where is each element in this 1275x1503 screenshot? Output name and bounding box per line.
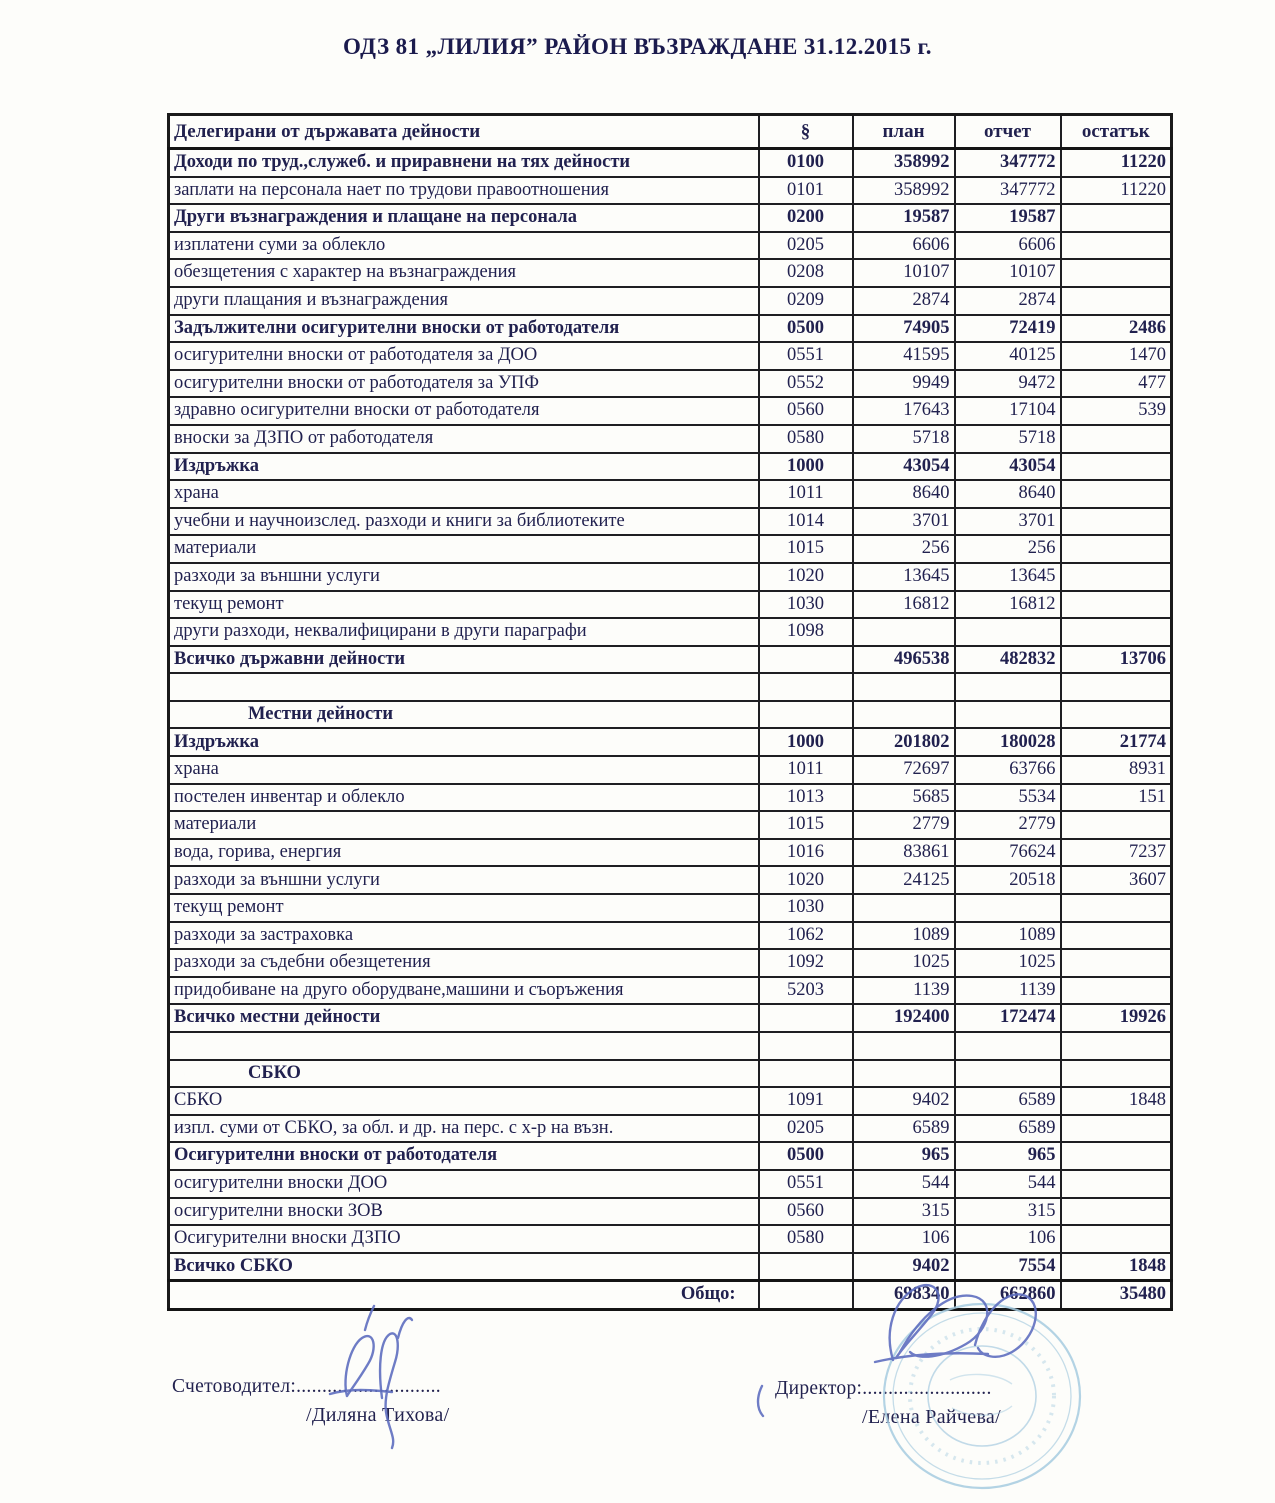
table-row: [169, 1032, 1172, 1060]
cell-ostatuk: [1061, 259, 1172, 287]
cell-par: 1000: [759, 453, 853, 481]
table-row: [169, 425, 1172, 453]
cell-ostatuk: [1061, 204, 1172, 232]
cell-label: обезщетения с характер на възнаграждения: [169, 259, 759, 287]
cell-plan: 5718: [853, 425, 955, 453]
table-row: [169, 1253, 1172, 1281]
cell-label: храна: [169, 480, 759, 508]
cell-par: 1098: [759, 618, 853, 646]
cell-otchet: 1025: [955, 949, 1061, 977]
cell-otchet: 544: [955, 1170, 1061, 1198]
cell-ostatuk: [1061, 1142, 1172, 1170]
cell-otchet: 19587: [955, 204, 1061, 232]
cell-par: 1062: [759, 922, 853, 950]
cell-ostatuk: 19926: [1061, 1004, 1172, 1032]
cell-plan: 192400: [853, 1004, 955, 1032]
table-row: [169, 949, 1172, 977]
cell-label: материали: [169, 811, 759, 839]
cell-ostatuk: [1061, 508, 1172, 536]
cell-par: 0551: [759, 342, 853, 370]
cell-par: [759, 1281, 853, 1310]
table-row: [169, 591, 1172, 619]
cell-ostatuk: [1061, 563, 1172, 591]
cell-par: 0500: [759, 315, 853, 343]
cell-plan: 2779: [853, 811, 955, 839]
cell-plan: [853, 673, 955, 701]
cell-plan: 256: [853, 535, 955, 563]
cell-plan: 496538: [853, 646, 955, 674]
cell-par: [759, 701, 853, 729]
cell-plan: 10107: [853, 259, 955, 287]
cell-label: вода, горива, енергия: [169, 839, 759, 867]
cell-ostatuk: 8931: [1061, 756, 1172, 784]
cell-ostatuk: 7237: [1061, 839, 1172, 867]
director-name: /Елена Райчева/: [862, 1406, 1001, 1428]
cell-par: 1030: [759, 894, 853, 922]
cell-plan: [853, 618, 955, 646]
cell-plan: 358992: [853, 149, 955, 177]
col-header-plan: план: [853, 115, 955, 149]
cell-label: [169, 673, 759, 701]
table-row: [169, 508, 1172, 536]
table-row: [169, 977, 1172, 1005]
cell-par: 0552: [759, 370, 853, 398]
cell-par: 1014: [759, 508, 853, 536]
table-row: [169, 177, 1172, 205]
cell-label: СБКО: [169, 1087, 759, 1115]
table-row: [169, 259, 1172, 287]
cell-par: 1030: [759, 591, 853, 619]
cell-ostatuk: [1061, 977, 1172, 1005]
cell-ostatuk: [1061, 949, 1172, 977]
cell-ostatuk: [1061, 453, 1172, 481]
cell-plan: [853, 1060, 955, 1088]
cell-par: 0551: [759, 1170, 853, 1198]
table-row: [169, 535, 1172, 563]
cell-par: 1011: [759, 756, 853, 784]
cell-plan: 13645: [853, 563, 955, 591]
cell-label: вноски за ДЗПО от работодателя: [169, 425, 759, 453]
cell-par: 1016: [759, 839, 853, 867]
table-row: [169, 1198, 1172, 1226]
document-title: ОДЗ 81 „ЛИЛИЯ” РАЙОН ВЪЗРАЖДАНЕ 31.12.2015 г.: [343, 34, 932, 59]
cell-ostatuk: [1061, 287, 1172, 315]
cell-ostatuk: [1061, 701, 1172, 729]
cell-par: [759, 646, 853, 674]
cell-ostatuk: [1061, 1198, 1172, 1226]
table-row: [169, 894, 1172, 922]
cell-label: Осигурителни вноски ДЗПО: [169, 1225, 759, 1253]
cell-plan: 106: [853, 1225, 955, 1253]
col-header-paragraph: §: [759, 115, 853, 149]
cell-label: Всичко държавни дейности: [169, 646, 759, 674]
cell-ostatuk: [1061, 811, 1172, 839]
cell-otchet: 180028: [955, 728, 1061, 756]
cell-par: 1000: [759, 728, 853, 756]
table-row: [169, 839, 1172, 867]
cell-label: учебни и научноизслед. разходи и книги за библиотеките: [169, 508, 759, 536]
cell-plan: 6606: [853, 232, 955, 260]
cell-par: [759, 1060, 853, 1088]
cell-par: [759, 1004, 853, 1032]
col-header-activities: Делегирани от държавата дейности: [169, 115, 759, 149]
table-row: [169, 756, 1172, 784]
cell-label: Местни дейности: [169, 701, 759, 729]
cell-label: осигурителни вноски от работодателя за УПФ: [169, 370, 759, 398]
cell-par: 1011: [759, 480, 853, 508]
cell-par: 0205: [759, 1115, 853, 1143]
cell-label: Общо:: [169, 1281, 759, 1310]
cell-otchet: 6606: [955, 232, 1061, 260]
cell-label: Задължителни осигурителни вноски от работодателя: [169, 315, 759, 343]
cell-label: осигурителни вноски ЗОВ: [169, 1198, 759, 1226]
cell-plan: 544: [853, 1170, 955, 1198]
cell-label: разходи за застраховка: [169, 922, 759, 950]
cell-label: текущ ремонт: [169, 894, 759, 922]
cell-par: 0101: [759, 177, 853, 205]
cell-otchet: 2874: [955, 287, 1061, 315]
cell-plan: 72697: [853, 756, 955, 784]
cell-otchet: 315: [955, 1198, 1061, 1226]
cell-plan: 16812: [853, 591, 955, 619]
cell-otchet: 63766: [955, 756, 1061, 784]
table-row: [169, 287, 1172, 315]
accountant-name: /Диляна Тихова/: [306, 1404, 450, 1426]
cell-ostatuk: [1061, 1225, 1172, 1253]
cell-label: заплати на персонала нает по трудови правоотношения: [169, 177, 759, 205]
cell-ostatuk: [1061, 232, 1172, 260]
table-row: [169, 397, 1172, 425]
cell-par: 0500: [759, 1142, 853, 1170]
cell-plan: 315: [853, 1198, 955, 1226]
cell-plan: 3701: [853, 508, 955, 536]
table-header-row: [169, 115, 1172, 149]
table-row: [169, 1225, 1172, 1253]
table-row: [169, 1115, 1172, 1143]
cell-otchet: 5534: [955, 784, 1061, 812]
cell-label: храна: [169, 756, 759, 784]
cell-plan: 201802: [853, 728, 955, 756]
cell-par: 0205: [759, 232, 853, 260]
cell-ostatuk: [1061, 618, 1172, 646]
cell-otchet: 106: [955, 1225, 1061, 1253]
cell-otchet: 76624: [955, 839, 1061, 867]
cell-par: 0209: [759, 287, 853, 315]
cell-label: осигурителни вноски ДОО: [169, 1170, 759, 1198]
cell-label: постелен инвентар и облекло: [169, 784, 759, 812]
cell-otchet: 16812: [955, 591, 1061, 619]
cell-otchet: 1089: [955, 922, 1061, 950]
cell-ostatuk: 35480: [1061, 1281, 1172, 1310]
cell-otchet: 8640: [955, 480, 1061, 508]
cell-label: Други възнаграждения и плащане на персонала: [169, 204, 759, 232]
cell-par: 5203: [759, 977, 853, 1005]
cell-ostatuk: [1061, 922, 1172, 950]
cell-ostatuk: [1061, 535, 1172, 563]
cell-par: 0580: [759, 425, 853, 453]
cell-label: други плащания и възнаграждения: [169, 287, 759, 315]
cell-ostatuk: 151: [1061, 784, 1172, 812]
cell-ostatuk: 2486: [1061, 315, 1172, 343]
cell-otchet: 40125: [955, 342, 1061, 370]
cell-ostatuk: [1061, 591, 1172, 619]
cell-otchet: [955, 701, 1061, 729]
col-header-report: отчет: [955, 115, 1061, 149]
cell-otchet: 3701: [955, 508, 1061, 536]
table-row: [169, 673, 1172, 701]
cell-par: [759, 673, 853, 701]
cell-otchet: 347772: [955, 177, 1061, 205]
cell-otchet: 965: [955, 1142, 1061, 1170]
cell-plan: 2874: [853, 287, 955, 315]
cell-otchet: [955, 1032, 1061, 1060]
table-row: [169, 1170, 1172, 1198]
table-row: [169, 453, 1172, 481]
cell-plan: 6589: [853, 1115, 955, 1143]
accountant-label: Счетоводител:............................: [172, 1376, 441, 1397]
table-row: [169, 204, 1172, 232]
cell-ostatuk: 1848: [1061, 1087, 1172, 1115]
cell-par: 1092: [759, 949, 853, 977]
table-row: [169, 563, 1172, 591]
cell-label: Доходи по труд.,служеб. и приравнени на тях дейности: [169, 149, 759, 177]
cell-par: 0560: [759, 1198, 853, 1226]
cell-otchet: 2779: [955, 811, 1061, 839]
cell-par: 1015: [759, 811, 853, 839]
cell-ostatuk: [1061, 673, 1172, 701]
cell-plan: 24125: [853, 866, 955, 894]
cell-otchet: 256: [955, 535, 1061, 563]
cell-label: разходи за съдебни обезщетения: [169, 949, 759, 977]
cell-label: разходи за външни услуги: [169, 563, 759, 591]
cell-ostatuk: [1061, 1032, 1172, 1060]
table-row: [169, 480, 1172, 508]
cell-otchet: 10107: [955, 259, 1061, 287]
table-row: [169, 232, 1172, 260]
table-row: [169, 866, 1172, 894]
cell-plan: 965: [853, 1142, 955, 1170]
cell-otchet: 347772: [955, 149, 1061, 177]
cell-label: текущ ремонт: [169, 591, 759, 619]
cell-otchet: 482832: [955, 646, 1061, 674]
cell-otchet: 5718: [955, 425, 1061, 453]
cell-label: осигурителни вноски от работодателя за ДОО: [169, 342, 759, 370]
cell-otchet: 6589: [955, 1115, 1061, 1143]
cell-plan: 17643: [853, 397, 955, 425]
table-row: [169, 149, 1172, 177]
cell-plan: 9949: [853, 370, 955, 398]
cell-otchet: 17104: [955, 397, 1061, 425]
cell-plan: [853, 701, 955, 729]
cell-par: 0100: [759, 149, 853, 177]
cell-label: [169, 1032, 759, 1060]
cell-label: други разходи, неквалифицирани в други параграфи: [169, 618, 759, 646]
cell-ostatuk: 1848: [1061, 1253, 1172, 1281]
cell-ostatuk: [1061, 480, 1172, 508]
cell-plan: 698340: [853, 1281, 955, 1310]
cell-par: [759, 1032, 853, 1060]
cell-ostatuk: 21774: [1061, 728, 1172, 756]
cell-ostatuk: 13706: [1061, 646, 1172, 674]
cell-otchet: 9472: [955, 370, 1061, 398]
cell-par: 1091: [759, 1087, 853, 1115]
table-row: [169, 784, 1172, 812]
cell-par: 0200: [759, 204, 853, 232]
cell-par: 1020: [759, 563, 853, 591]
cell-par: 0580: [759, 1225, 853, 1253]
cell-otchet: 13645: [955, 563, 1061, 591]
cell-label: изплатени суми за облекло: [169, 232, 759, 260]
table-row: [169, 922, 1172, 950]
cell-ostatuk: [1061, 425, 1172, 453]
cell-otchet: [955, 673, 1061, 701]
cell-otchet: [955, 894, 1061, 922]
cell-otchet: [955, 1060, 1061, 1088]
cell-plan: 8640: [853, 480, 955, 508]
cell-plan: 9402: [853, 1087, 955, 1115]
cell-label: придобиване на друго оборудване,машини и съоръжения: [169, 977, 759, 1005]
table-row: [169, 646, 1172, 674]
cell-ostatuk: [1061, 1060, 1172, 1088]
cell-ostatuk: 1470: [1061, 342, 1172, 370]
budget-table: [167, 113, 1173, 1311]
budget-table-body: [169, 149, 1172, 1310]
cell-par: [759, 1253, 853, 1281]
table-row: [169, 618, 1172, 646]
cell-otchet: 662860: [955, 1281, 1061, 1310]
cell-par: 0208: [759, 259, 853, 287]
cell-label: здравно осигурителни вноски от работодателя: [169, 397, 759, 425]
cell-otchet: 20518: [955, 866, 1061, 894]
cell-par: 1013: [759, 784, 853, 812]
table-row: [169, 370, 1172, 398]
director-label: Директор:.........................: [775, 1378, 992, 1399]
cell-ostatuk: [1061, 1170, 1172, 1198]
table-row: [169, 701, 1172, 729]
table-row: [169, 342, 1172, 370]
cell-ostatuk: [1061, 1115, 1172, 1143]
cell-otchet: 172474: [955, 1004, 1061, 1032]
cell-plan: 358992: [853, 177, 955, 205]
cell-label: изпл. суми от СБКО, за обл. и др. на перс. с х-р на възн.: [169, 1115, 759, 1143]
cell-otchet: [955, 618, 1061, 646]
cell-par: 1020: [759, 866, 853, 894]
cell-label: Осигурителни вноски от работодателя: [169, 1142, 759, 1170]
cell-plan: 1089: [853, 922, 955, 950]
cell-ostatuk: 539: [1061, 397, 1172, 425]
cell-otchet: 7554: [955, 1253, 1061, 1281]
table-row: [169, 1087, 1172, 1115]
cell-otchet: 72419: [955, 315, 1061, 343]
cell-plan: 83861: [853, 839, 955, 867]
cell-plan: 43054: [853, 453, 955, 481]
cell-label: Всичко СБКО: [169, 1253, 759, 1281]
cell-ostatuk: 11220: [1061, 149, 1172, 177]
cell-plan: [853, 894, 955, 922]
cell-otchet: 6589: [955, 1087, 1061, 1115]
cell-plan: 19587: [853, 204, 955, 232]
cell-plan: 9402: [853, 1253, 955, 1281]
cell-otchet: 43054: [955, 453, 1061, 481]
table-row: [169, 811, 1172, 839]
cell-label: Издръжка: [169, 453, 759, 481]
cell-ostatuk: 11220: [1061, 177, 1172, 205]
cell-plan: 74905: [853, 315, 955, 343]
cell-otchet: 1139: [955, 977, 1061, 1005]
table-row: [169, 1142, 1172, 1170]
cell-plan: [853, 1032, 955, 1060]
table-row: [169, 1004, 1172, 1032]
cell-par: 0560: [759, 397, 853, 425]
table-row: [169, 728, 1172, 756]
cell-label: Всичко местни дейности: [169, 1004, 759, 1032]
cell-ostatuk: [1061, 894, 1172, 922]
cell-ostatuk: 3607: [1061, 866, 1172, 894]
cell-label: разходи за външни услуги: [169, 866, 759, 894]
cell-label: материали: [169, 535, 759, 563]
cell-par: 1015: [759, 535, 853, 563]
cell-label: СБКО: [169, 1060, 759, 1088]
cell-plan: 41595: [853, 342, 955, 370]
table-row: [169, 315, 1172, 343]
table-row: [169, 1060, 1172, 1088]
table-row: [169, 1281, 1172, 1310]
cell-plan: 1025: [853, 949, 955, 977]
cell-plan: 1139: [853, 977, 955, 1005]
cell-label: Издръжка: [169, 728, 759, 756]
col-header-remainder: остатък: [1061, 115, 1172, 149]
cell-ostatuk: 477: [1061, 370, 1172, 398]
cell-plan: 5685: [853, 784, 955, 812]
